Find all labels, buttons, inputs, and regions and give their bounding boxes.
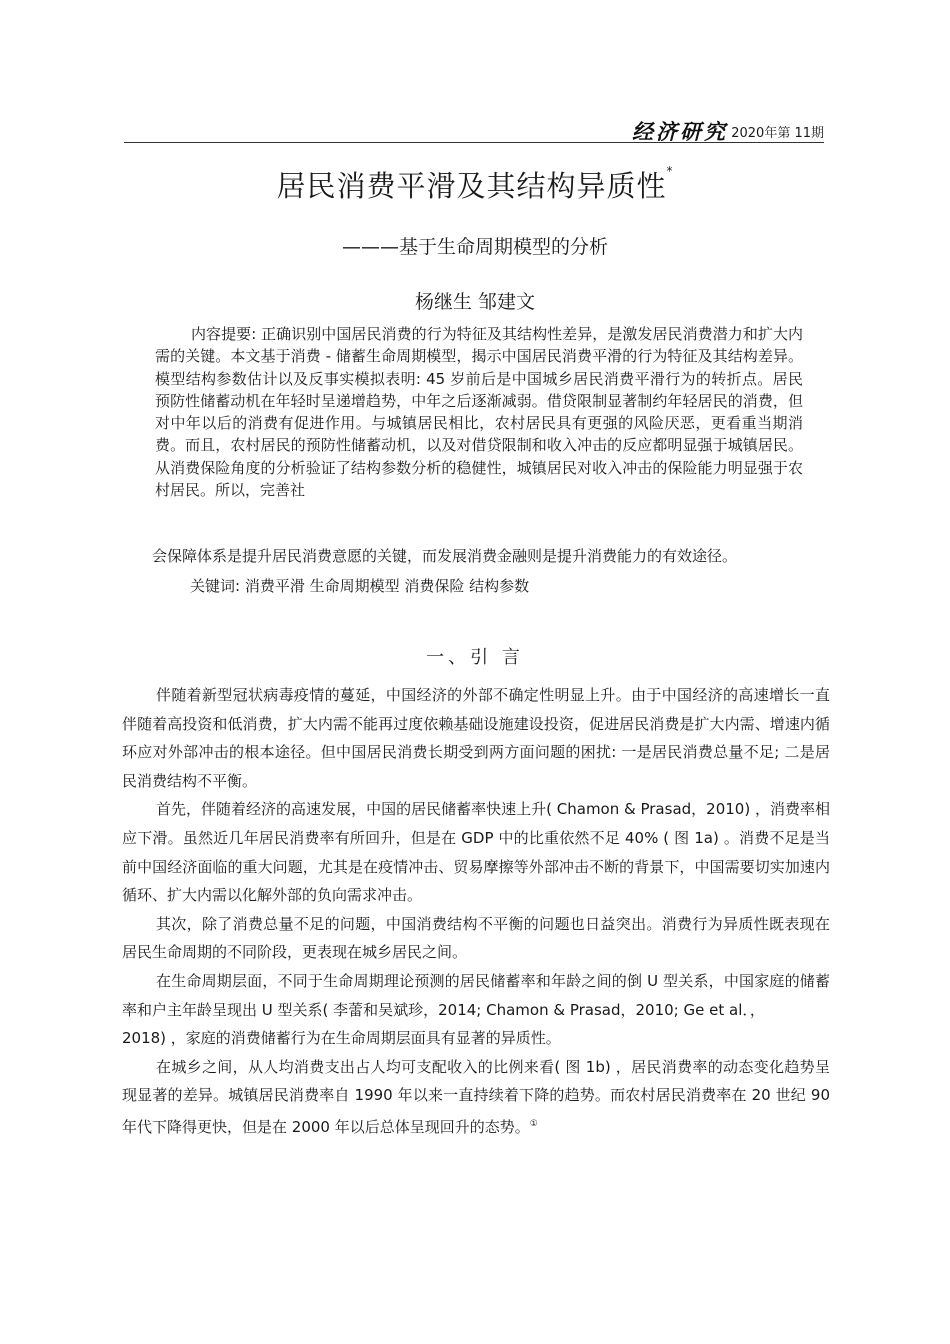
abstract — [155, 323, 803, 501]
keywords: 关键词: 消费平滑 生命周期模型 消费保险 结构参数 — [190, 577, 530, 595]
abstract-text: 内容提要: 正确识别中国居民消费的行为特征及其结构性差异，是激发居民消费潜力和扩大内需的关键。本文基于消费 - 储蓄生命周期模型，揭示中国居民消费平滑的行为特征及其结构差异。模型结构参数估计以及反事实模拟表明: 45 岁前后是中国城乡居民消费平滑行为的转折点。居民预防性储蓄动机在年轻时呈递增趋势，中年之后逐渐减弱。借贷限制显著制约年轻居民的消费，但对中年以后的消费有促进作用。与城镇居民相比，农村居民具有更强的风险厌恶，更看重当期消费。而且，农村居民的预防性储蓄动机，以及对借贷限制和收入冲击的反应都明显强于城镇居民。从消费保险角度的分析验证了结构参数分析的稳健性，城镇居民对收入冲击的保险能力明显强于农村居民。所以，完善社 — [155, 325, 803, 500]
title-footnote-mark: * — [666, 164, 674, 178]
paragraph: 2018) ，家庭的消费储蓄行为在生命周期层面具有显著的异质性。 — [122, 1029, 561, 1048]
footnote-mark: ① — [529, 1118, 538, 1129]
paragraph: 在生命周期层面，不同于生命周期理论预测的居民储蓄率和年龄之间的倒 U 型关系，中国家庭的储蓄率和户主年龄呈现出 U 型关系( 李蕾和吴斌珍，2014; Chamon & Prasad，2010; Ge et al．， — [122, 971, 830, 1019]
section-heading: 一、引 言 — [426, 647, 524, 668]
paragraph: 首先，伴随着经济的高速发展，中国的居民储蓄率快速上升( Chamon & Prasad，2010) ，消费率相应下滑。虽然近几年居民消费率有所回升，但是在 GDP 中的比重依然不足 40% ( 图 1a) 。消费不足是当前中国经济面临的重大问题，尤其是在疫情冲击、贸易摩擦等外部冲击不断的背景下，中国需要切实加速内循环、扩大内需以化解外部的负向需求冲击。 — [122, 800, 830, 905]
paragraph: 其次，除了消费总量不足的问题，中国消费结构不平衡的问题也日益突出。消费行为异质性既表现在居民生命周期的不同阶段，更表现在城乡居民之间。 — [122, 914, 830, 962]
paragraph-text: 在城乡之间，从人均消费支出占人均可支配收入的比例来看( 图 1b) ，居民消费率的动态变化趋势呈现显著的差异。城镇居民消费率自 1990 年以来一直持续着下降的趋势。而农村居民消费率在 20 世纪 90 年代下降得更快，但是在 2000 年以后总体呈现回升的态势。 — [122, 1057, 830, 1136]
paper-title-text: 居民消费平滑及其结构异质性 — [276, 169, 667, 203]
issue-label: 2020年第 11期 — [731, 126, 824, 141]
paper-title — [0, 164, 950, 205]
running-header — [124, 116, 824, 142]
header-rule — [124, 142, 824, 143]
abstract-continuation: 会保障体系是提升居民消费意愿的关键，而发展消费金融则是提升消费能力的有效途径。 — [152, 547, 738, 565]
paragraph — [122, 1053, 830, 1142]
paragraph: 伴随着新型冠状病毒疫情的蔓延，中国经济的外部不确定性明显上升。由于中国经济的高速增长一直伴随着高投资和低消费，扩大内需不能再过度依赖基础设施建设投资，促进居民消费是扩大内需、增速内循环应对外部冲击的根本途径。但中国居民消费长期受到两方面问题的困扰: 一是居民消费总量不足; 二是居民消费结构不平衡。 — [122, 686, 830, 790]
authors: 杨继生 邹建文 — [414, 291, 536, 313]
journal-logo: 经济研究 — [632, 119, 728, 144]
paper-subtitle: ———基于生命周期模型的分析 — [341, 236, 608, 258]
body-text — [122, 681, 830, 1142]
